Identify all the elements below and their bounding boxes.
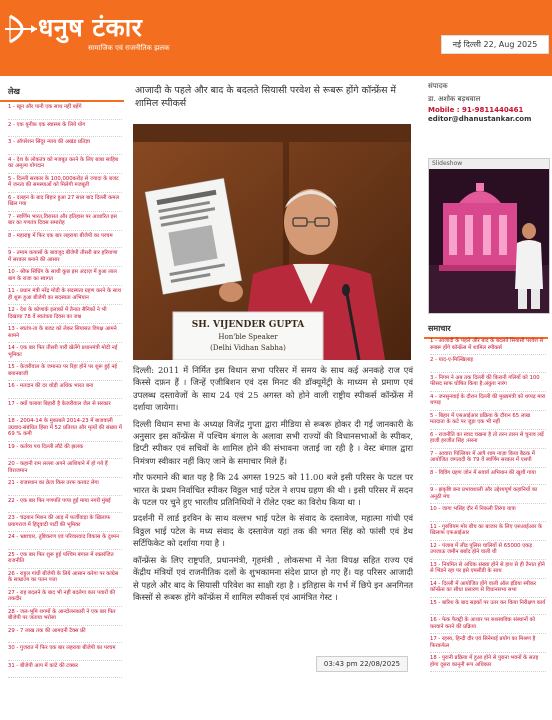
article-paragraph: कॉन्फ्रेंस के लिए राष्ट्रपति, प्रधानमंत्री, गृहमंत्री , लोकसभा में नेता विपक्ष सहित राज्य एवं केंद्रीय मंत्रियों एवं राजनीतिक दलों के शुभकामना संदेश प्राप्त हो गए हैं। यह परिसर आजादी से पहले और बाद के सियासी परिवेश का साक्षी रहा है । इतिहास के गर्भ में छिपे इन अनगिनत किस्सों से रूबरू होंगे कॉन्फ्रेंस में शामिल स्पीकर्स एवं आमंत्रित गेस्ट । (133, 554, 413, 602)
samachar-list-item[interactable]: 13 - नियमित से अधिक संख्या होने से हाथ से ही तैनात होने से भिंडने रहा पर इसे एमसीडी के साथ (430, 560, 546, 579)
samachar-list-item[interactable]: 5 - बिहार में एसआईआर प्रक्रिया के दौरान 65 लाख मतदाता के कटे पर जुड़ा एक भी नहीं (430, 411, 546, 430)
left-sidebar (0, 80, 128, 720)
site-header (0, 0, 552, 76)
samachar-list-item[interactable]: 4 - जनसुनवाई के दौरान दिल्ली की मुख्यमंत्री को थप्पड़ मारा थप्पड़ (430, 392, 546, 411)
samachar-list-item[interactable]: 6 - राजनीति का स्वाद चखना है तो तरन तारन से चुनाव लड़ें हाजी हरजीत सिंह :सरना (430, 430, 546, 449)
article-main (133, 80, 417, 720)
article-list-item[interactable]: 19 - कर्तव्य पथ दिल्ली लौटे की झलक (8, 442, 122, 460)
samachar-list-item[interactable]: 10 - जागा भसिंह दौर में निकली तिरंगा यात्रा (430, 504, 546, 522)
slideshow[interactable] (428, 158, 550, 314)
article-photo (133, 124, 411, 360)
slideshow-image[interactable] (429, 169, 549, 313)
editor-name: डा. अशोक बड़थवाल (428, 95, 481, 103)
samachar-list-item[interactable]: 18 - पुरानी प्रक्रिया में हुआ होने से पुराना भवनों के सतह होगा दूसरा कानूनी रूप अधिकार (430, 653, 546, 672)
article-timestamp: 03:43 pm 22/08/2025 (316, 656, 408, 672)
samachar-list-item[interactable]: 3 - निगम ने अब तक दिल्ली की किरानी गलियों को 100 फीसद साफ घोषित किया है:अंकुश नारंग (430, 373, 546, 392)
pink-building-illustration (429, 169, 549, 313)
samachar-list-item[interactable]: 17 - रहस्य, हिन्दी दौर एवं सिनेमाई प्रयोग का मिश्रण है फिरकफेल (430, 634, 546, 653)
date-display: नई दिल्ली 22, Aug 2025 (441, 35, 549, 54)
article-list-item[interactable]: 30 - गुजरात में फिर एक बार लहराया बीजेपी का परचम (8, 643, 122, 661)
nameplate-name: SH. VIJENDER GUPTA (191, 320, 305, 330)
article-list-item[interactable]: 15 - केजरीवाल के जमानत पर रिहा होने पर शुरू हुई नई बयानबाजी (8, 362, 122, 381)
article-paragraph: प्रदर्शनी में लार्ड इरविन के साथ वल्लभ भाई पटेल के संवाद के दस्तावेज, महात्मा गांधी एवं विठ्ठल भाई पटेल के मध्य संवाद के दस्तावेज यहां तक की भगत सिंह को फांसी एवं डेथ सर्टिफिकेट को दर्शाया गया है । (133, 513, 413, 549)
article-list-item[interactable]: 9 - तमाम कयासों के बावजूद बीजेपी तीसरी बार हरियाणा में सरकार बनाने की आसार (8, 248, 122, 267)
article-list-item[interactable]: 21 - राजस्थान का क्रेज किस तरफ करवट लेगा (8, 478, 122, 496)
speaker-photo-illustration (133, 124, 411, 360)
slideshow-label: Slideshow (429, 159, 549, 169)
article-list-item[interactable]: 26 - राहुल गांधी बीजेपी के लिये आसान करेगा पर कांग्रेस के साम्राज्य का पतन पत्ता (8, 569, 122, 588)
samachar-heading: समाचार (424, 320, 548, 339)
samachar-list-item[interactable]: 7 - आवारा पिल्लियर में आपै शाम नाज़ा किया बैठक में आयोजित जगतादी के 79 वें स्वर्णिम सरकार में एसपी (430, 449, 546, 468)
article-list-item[interactable]: 10 - श्रीफ़ सिंधिंग के साथी कुछ इस अंदाज़ में हुआ लाल बाग के राजा का स्वागत (8, 267, 122, 286)
samachar-list-item[interactable]: 15 - बारिश के बाद सड़कों पर उतर कर किया निरीक्षण कार्य (430, 598, 546, 616)
site-tagline: सामाजिक एवं राजनीतिक झलक (88, 44, 170, 52)
article-list-item[interactable]: 4 - देश के लोकतंत्र को मजबूत करने के लिए बाबा साहिब का अमूल्य योगदान (8, 155, 122, 174)
samachar-list-item[interactable]: 1 - आजादी के पहले और बाद के बदलते सियासी परवेश से रूबरू होंगे कॉन्फ्रेंस में शामिल स्पीकर्स (430, 336, 546, 355)
article-list-item[interactable]: 23 - चंद्रयान मिशन की आड़ में फर्जीवाड़ा के खिलाफ प्रयागराज में हिंदूवादी पार्टी की भूमिका (8, 513, 122, 532)
samachar-list-item[interactable]: 2 - याद-ए-मिल्खिलाइ (430, 355, 546, 373)
article-list-item[interactable]: 1 - खून और पानी एक साथ नहीं बहेंगे (8, 102, 122, 120)
article-list-item[interactable]: 14 - एक बार फिर तीसरी पारी खेलेंगे प्रधानमंत्री मोदी नई भूमिका (8, 343, 122, 362)
article-list-item[interactable]: 24 - भ्रष्टाचार, तुष्टिकरण एवं परिवारवाद विकास के दुश्मन (8, 532, 122, 550)
editor-mobile: Mobile : 91-9811440461 (428, 106, 524, 114)
samachar-list-item[interactable]: 14 - दिल्ली में आयोजित होंगे वाली ऑल इंडिया स्पीकर कॉन्फ्रेंस का सीधा प्रसारण से विधानसभा सभा (430, 579, 546, 598)
editor-label: संपादक (428, 82, 448, 90)
nameplate-org: (Delhi Vidhan Sabha) (210, 344, 286, 352)
editor-email-link[interactable]: editor@dhanustankar.com (428, 115, 532, 123)
nameplate-title: Hon'ble Speaker (218, 333, 278, 341)
article-list-item[interactable]: 16 - मतदान की दर थोड़ी अधिक भारत बना (8, 381, 122, 399)
article-paragraph: गौर फरमाने की बात यह है कि 24 अगस्त 1925 को 11.00 बजे इसी परिसर के पटल पर भारत के प्रथम निर्वाचित स्पीकर विठ्ठल भाई पटेल ने शपथ ग्रहण की थी । इसी परिसर में सदन के पटल पर चुने हुए भारतीय प्रतिनिधियों ने रॉलेट एक्ट का विरोध किया था । (133, 472, 413, 508)
article-list-item[interactable]: 2 - एक यूनीफ़ एक स्वास्थ्य के लिये योग (8, 120, 122, 138)
article-list-item[interactable]: 13 - स्वतंत्र-ता के बजट को लेकर सियासत विपक्ष आमने सामने (8, 324, 122, 343)
article-list-item[interactable]: 7 - स्वर्णिम भारत,विरासत और इतिहास पर आधारित इस बार का गणतंत्र दिवस समारोह (8, 212, 122, 231)
article-list-item[interactable]: 31 - बीजेपी आप में कांटे की टक्कर (8, 661, 122, 679)
samachar-list-item[interactable]: 9 - झंकृष्टि बना प्रभावशाली और उद्देश्यपूर्ण कहानियों का अनूठी मंच (430, 485, 546, 504)
right-sidebar (424, 80, 552, 720)
article-list-item[interactable]: 12 - देश के कोणार्क इलाकों में तैनात सैनिकों ने भी दिखाया 78 वें स्वतंत्रता दिवस का जश्न (8, 305, 122, 324)
article-list-item[interactable]: 20 - कहानी राम लल्ला अपने आशियाने में हो गये हैं विराजमान (8, 459, 122, 478)
article-list-item[interactable]: 11 - प्रधान मंत्री नरेंद्र मोदी के सदस्यता ग्रहण करने के साथ ही शुरू हुआ बीजेपी का सदस्यता अभियान (8, 286, 122, 305)
samachar-list-item[interactable]: 11 - गुरुवियम मोर बीच का बाजार के लिए एसआईआर के खिलाफ एफआईआर (430, 522, 546, 541)
article-list-item[interactable]: 29 - 7 लाख तक की आमदनी टैक्स फ्री (8, 626, 122, 644)
samachar-list (424, 336, 550, 672)
samachar-list-item[interactable]: 12 - पंजाब में लीड पुलिस चालियों से 65000 एकड़ उपजाऊ जमीन बर्बाद होने वाली थी (430, 541, 546, 560)
samachar-list-item[interactable]: 8 - विविंग ग्रहण जोन में सवार्य अभियान की खुशी गाया (430, 468, 546, 486)
article-list-item[interactable]: 17 - क्यों चलाया बिहारी है केजरीवाल जेल से सरकार (8, 399, 122, 417)
lekh-heading: लेख (0, 80, 124, 102)
samachar-list-item[interactable]: 16 - फेक फैक्ट्री के आधार पर सशस्त्रविक संस्थानों को करवाने करने की प्रक्रिया (430, 615, 546, 634)
article-list (0, 102, 128, 678)
article-paragraph: दिल्ली विधान सभा के अध्यक्ष विजेंद्र गुप्ता द्वारा मीडिया से रूबरू होकर दी गई जानकारी के अनुसार इस कॉन्फ्रेंस में पश्चिम बंगाल के अलावा सभी राज्यों की विधानसभाओं के स्पीकर, डिप्टी स्पीकर एवं सचिवों के शामिल होने की संभावना जताई जा रही है । वेस्ट बंगाल द्वारा निमंत्रण स्वीकार नहीं किए जाने के समाचार मिले हैं। (133, 418, 413, 466)
article-list-item[interactable]: 28 - जल-भूमि शगमों के आन्दोलनकारी ने एक बार फिर बीजेपी पर जताया भरोसा (8, 607, 122, 626)
article-list-item[interactable]: 22 - एक बार फिर गणपति पप्पा हुई माया नगरी मुंबई (8, 496, 122, 514)
article-list-item[interactable]: 8 - महाराष्ट्र में फिर एक बार लहराया बीजेपी का परचम (8, 231, 122, 249)
article-list-item[interactable]: 27 - राह बदलने के बाद भी नहीं बदलेगा कार पवारों की तकदीर (8, 588, 122, 607)
article-headline: आजादी के पहले और बाद के बदलते सियासी परवेश से रूबरू होंगे कॉन्फ्रेंस में शामिल स्पीकर्स (135, 85, 397, 109)
article-list-item[interactable]: 5 - दिल्ली सरकार के 100,000करोड़ से ज्यादा के बजट में जनता की समस्याओं को मिलेगी मजबूती (8, 174, 122, 193)
article-paragraph: दिल्ली: 2011 में निर्मित इस विधान सभा परिसर में समय के साथ कई अनकहे राज एवं किस्से दफ़न हैं । जिन्हें एजीबिशन एवं दस मिनट की डॉक्यूमेंट्री के माध्यम से प्रमाण एवं उपलब्ध दस्तावेजों के साथ 24 एवं 25 अगस्त को होने वाली राष्ट्रीय स्पीकर्स कॉन्फ्रेंस में दर्शाया जायेगा। (133, 365, 413, 413)
article-list-item[interactable]: 25 - एक बार फिर शुरू हुई पश्चिम बंगाल में रक्तरंजित राजनीति (8, 550, 122, 569)
bow-arrow-icon (4, 12, 38, 46)
site-logo[interactable]: धनुष टंकार (38, 13, 143, 42)
article-list-item[interactable]: 3 - ऑपरेशन सिंदूर न्याय की अखंड प्रतिज्ञा (8, 137, 122, 155)
article-list-item[interactable]: 6 - दलहन के बाद बिहार हुआ 27 साल बाद दिल्ली कमल खिल गया (8, 193, 122, 212)
article-list-item[interactable]: 18 - 2004-14 के मुकाबले 2014-23 में बाजवाली उग्रवाद-संबंधित हिंसा में 52 प्रतिशत और मृत्यों की संख्या में 69 % कमी (8, 416, 122, 442)
